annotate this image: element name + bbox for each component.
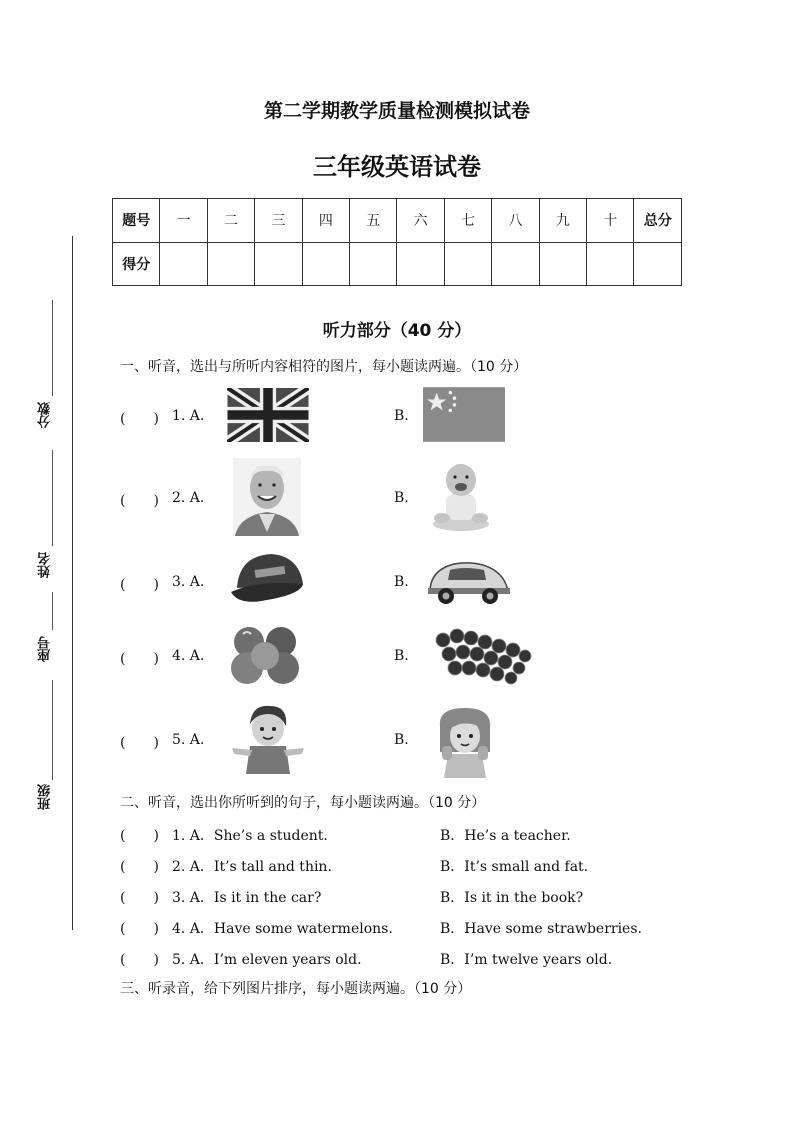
answer-blank[interactable]: ( ) [120,651,159,667]
exam-title: 第二学期教学质量检测模拟试卷 [263,100,530,122]
score-input-cell[interactable] [492,242,539,286]
score-cell: 七 [444,199,491,243]
option-b-label: B. [394,408,409,424]
score-cell: 五 [350,199,397,243]
part1-heading: 一、听音，选出与所听内容相符的图片，每小题读两遍。（10 分） [120,359,528,375]
option-b-label: B. [394,732,409,748]
score-input-cell[interactable] [302,242,349,286]
score-cell: 十 [587,199,634,243]
fill-line [52,592,53,630]
answer-blank[interactable]: ( ) [120,952,159,968]
margin-label-name: 姓名 [38,552,53,578]
score-input-cell[interactable] [207,242,254,286]
apples-picture[interactable] [229,624,303,686]
score-cell: 三 [255,199,302,243]
answer-blank[interactable]: ( ) [120,890,159,906]
answer-blank[interactable]: ( ) [120,735,159,751]
question-number: 3. A. [172,574,205,590]
score-table-score-row [113,242,682,286]
score-input-cell[interactable] [255,242,302,286]
part2-heading: 二、听音，选出你所听到的句子，每小题读两遍。（10 分） [120,795,486,811]
option-b-label: B. [394,574,409,590]
score-cell: 四 [302,199,349,243]
answer-blank[interactable]: ( ) [120,493,159,509]
sentence-option-b: B．Have some strawberries. [440,921,642,937]
score-input-cell[interactable] [397,242,444,286]
sentence-option-a: 1. A．She’s a student. [172,828,328,844]
cap-picture[interactable] [227,550,309,612]
score-cell: 总分 [634,199,682,243]
question-number: 2. A. [172,490,205,506]
score-input-cell[interactable] [539,242,586,286]
sentence-option-a: 4. A．Have some watermelons. [172,921,393,937]
sentence-option-b: B．I’m twelve years old. [440,952,613,968]
baby-picture[interactable] [428,458,494,532]
fill-line [52,300,53,396]
question-number: 5. A. [172,732,205,748]
uk-flag-picture[interactable] [227,388,309,442]
listening-section-title: 听力部分（40 分） [322,321,472,341]
score-row-label: 得分 [113,242,160,286]
fill-line [52,450,53,546]
score-cell: 二 [207,199,254,243]
sentence-option-a: 2. A．It’s tall and thin. [172,859,332,875]
sentence-option-b: B．It’s small and fat. [440,859,589,875]
old-man-picture[interactable] [233,458,301,536]
score-input-cell[interactable] [634,242,682,286]
question-number: 4. A. [172,648,205,664]
margin-label-class: 班级 [38,784,53,810]
girl-picture[interactable] [432,706,498,778]
score-input-cell[interactable] [444,242,491,286]
score-table-header-row [113,199,682,243]
sentence-option-a: 3. A．Is it in the car? [172,890,322,906]
boy-picture[interactable] [230,702,306,774]
score-input-cell[interactable] [587,242,634,286]
sentence-option-b: B．Is it in the book? [440,890,584,906]
grapes-picture[interactable] [431,626,533,686]
score-input-cell[interactable] [350,242,397,286]
score-input-cell[interactable] [160,242,207,286]
exam-subtitle: 三年级英语试卷 [313,152,481,181]
sentence-option-b: B．He’s a teacher. [440,828,571,844]
answer-blank[interactable]: ( ) [120,859,159,875]
margin-label-score: 分数 [38,402,53,428]
score-cell: 题号 [113,199,160,243]
answer-blank[interactable]: ( ) [120,577,159,593]
option-b-label: B. [394,648,409,664]
score-cell: 八 [492,199,539,243]
score-cell: 六 [397,199,444,243]
car-picture[interactable] [424,556,512,606]
option-b-label: B. [394,490,409,506]
score-cell: 九 [539,199,586,243]
sentence-option-a: 5. A．I’m eleven years old. [172,952,362,968]
margin-label-seat: 座号 [38,636,53,662]
china-flag-picture[interactable] [423,387,505,442]
answer-blank[interactable]: ( ) [120,411,159,427]
answer-blank[interactable]: ( ) [120,921,159,937]
question-number: 1. A. [172,408,205,424]
fill-line [52,680,53,780]
score-table [112,198,682,286]
answer-blank[interactable]: ( ) [120,828,159,844]
part3-heading: 三、听录音，给下列图片排序，每小题读两遍。（10 分） [120,981,472,997]
score-cell: 一 [160,199,207,243]
